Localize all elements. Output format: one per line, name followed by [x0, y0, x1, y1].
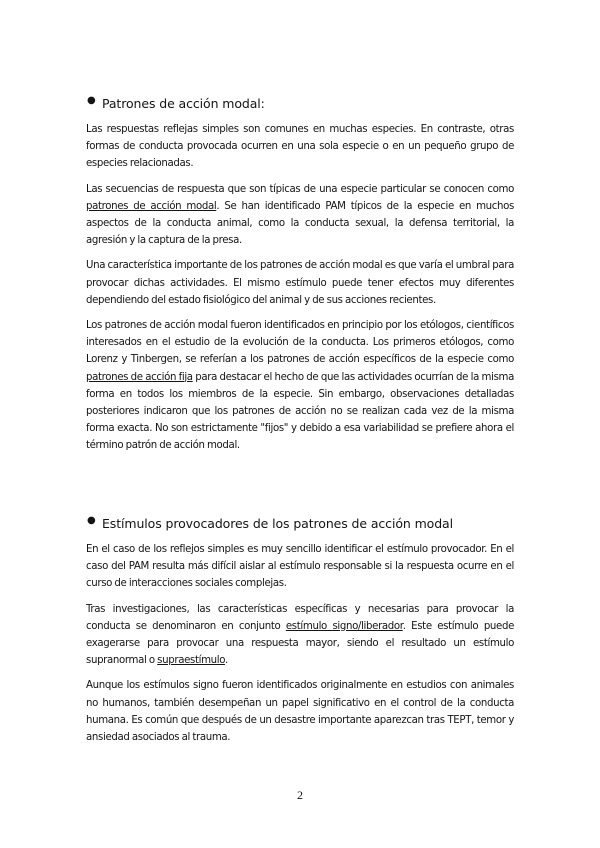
section-patrones-accion-modal	[86, 96, 514, 463]
paragraph: En el caso de los reflejos simples es muy sencillo identificar el estímulo provocador. En el caso del PAM resulta más difícil aislar al estímulo responsable si la respuesta ocurre en el curso de interacciones sociales complejas.	[86, 544, 514, 590]
underlined-term: estímulo signo/liberador	[285, 620, 403, 632]
paragraph: Las respuestas reflejas simples son comunes en muchas especies. En contraste, otras formas de conducta provocada ocurren en una sola especie o en un pequeño grupo de especies relacionadas.	[86, 124, 514, 170]
paragraph: Los patrones de acción modal fueron identificados en principio por los etólogos, científicos interesados en el estudio de la evolución de la conducta. Los primeros etólogos, como Lorenz y Tinbergen, se referían a los patrones de acción específicos de la especie como patrones de acción fija para destacar el hecho de que las actividades ocurrían de la misma forma en todos los miembros de la especie. Sin embargo, observaciones detalladas posteriores indicaron que los patrones de acción no se realizan cada vez de la misma forma exacta. No son estrictamente "fijos" y debido a esa variabilidad se prefiere ahora el término patrón de acción modal.	[86, 320, 514, 452]
underlined-term: supraestímulo	[157, 655, 225, 667]
section-heading: ● Estímulos provocadores de los patrones de acción modal	[86, 516, 514, 531]
section-heading: ● Patrones de acción modal:	[86, 96, 514, 111]
paragraph: Aunque los estímulos signo fueron identificados originalmente en estudios con animales no humanos, también desempeñan un papel significativo en el control de la conducta humana. Es común que después de un desastre importante aparezcan tras TEPT, temor y ansiedad asociados al trauma.	[86, 680, 514, 744]
paragraph: Una característica importante de los patrones de acción modal es que varía el umbral para provocar dichas actividades. El mismo estímulo puede tener efectos muy diferentes dependiendo del estado fisiológico del animal y de sus acciones recientes.	[86, 260, 514, 306]
paragraph: Las secuencias de respuesta que son típicas de una especie particular se conocen como patrones de acción modal. Se han identificado PAM típicos de la especie en muchos aspectos de la conducta animal, como la conducta sexual, la defensa territorial, la agresión y la captura de la presa.	[86, 183, 514, 247]
underlined-term: patrones de acción fija	[86, 371, 193, 383]
paragraph: Tras investigaciones, las características específicas y necesarias para provocar la conducta se denominaron en conjunto estímulo signo/liberador. Este estímulo puede exagerarse para provocar una respuesta mayor, siendo el resultado un estímulo supranormal o supraestímulo.	[86, 603, 514, 667]
section-estimulos-provocadores	[86, 516, 514, 754]
page-number: 2	[297, 788, 303, 802]
underlined-term: patrones de acción modal	[86, 200, 217, 212]
